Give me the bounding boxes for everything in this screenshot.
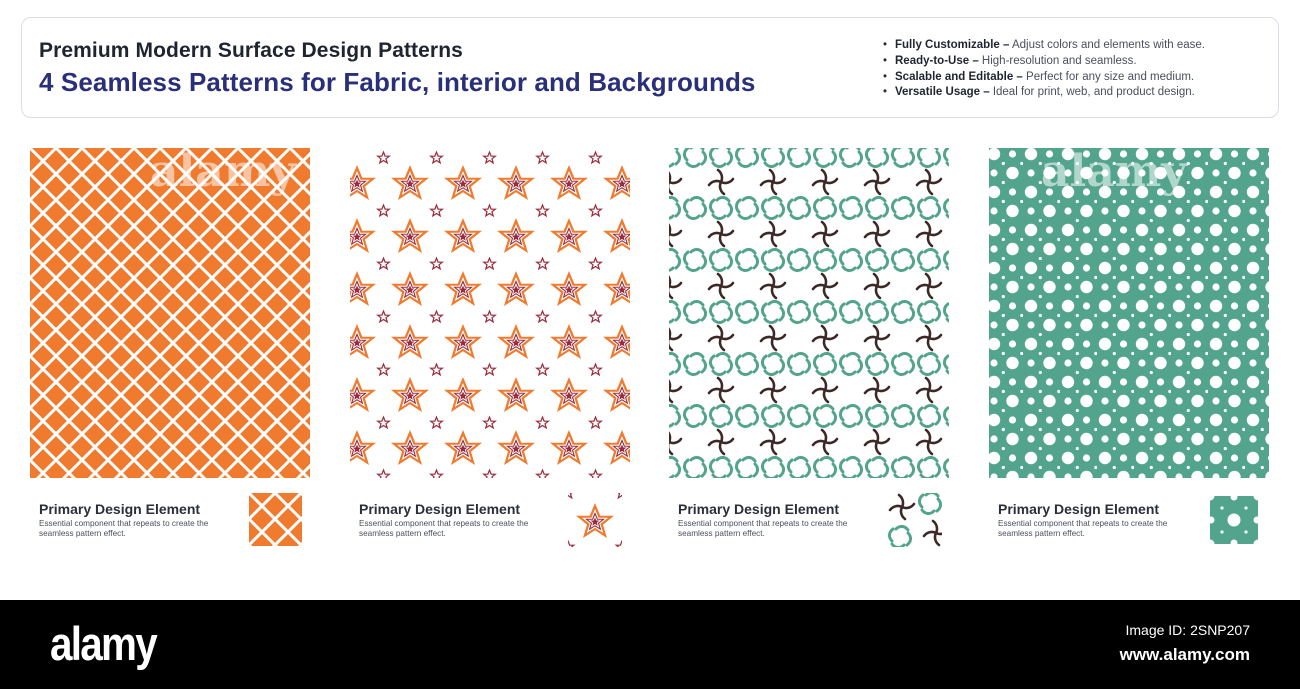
card-description: Essential component that repeats to create the seamless pattern effect. xyxy=(359,519,529,539)
feature-list xyxy=(882,38,1272,101)
image-id: Image ID: 2SNP207 xyxy=(1125,622,1250,638)
feature-label: Ready-to-Use – xyxy=(895,54,979,67)
card-title: Primary Design Element xyxy=(998,501,1160,517)
alamy-logo[interactable]: alamy xyxy=(50,617,157,670)
card-title: Primary Design Element xyxy=(678,501,840,517)
feature-text: Adjust colors and elements with ease. xyxy=(1009,39,1205,51)
stars-pattern-preview xyxy=(350,148,630,478)
card-description: Essential component that repeats to create the seamless pattern effect. xyxy=(998,519,1168,539)
lattice-pattern-preview xyxy=(30,148,310,478)
page-subtitle: 4 Seamless Patterns for Fabric, interior and Backgrounds xyxy=(39,67,756,97)
feature-label: Versatile Usage – xyxy=(895,86,990,99)
site-url[interactable]: www.alamy.com xyxy=(1119,645,1250,664)
feature-item xyxy=(882,38,1272,54)
stock-footer xyxy=(0,600,1300,689)
feature-label: Scalable and Editable – xyxy=(895,70,1023,83)
header-card xyxy=(21,17,1279,118)
card-description: Essential component that repeats to create the seamless pattern effect. xyxy=(678,519,848,539)
pattern-card-stars xyxy=(340,140,639,560)
pattern-card-lattice xyxy=(20,140,319,560)
pattern-card-dots xyxy=(979,140,1278,560)
watermark: alamy xyxy=(150,148,296,197)
feature-item xyxy=(882,70,1272,86)
watermark: alamy xyxy=(1041,148,1187,197)
feature-text: Ideal for print, web, and product design. xyxy=(989,86,1195,99)
feature-item xyxy=(882,54,1272,70)
dot-element-swatch xyxy=(1207,493,1261,547)
card-title: Primary Design Element xyxy=(39,501,201,517)
card-description: Essential component that repeats to create the seamless pattern effect. xyxy=(39,519,209,539)
page-title: Premium Modern Surface Design Patterns xyxy=(39,39,463,62)
feature-label: Fully Customizable – xyxy=(895,39,1010,51)
pinwheel-element-swatch xyxy=(888,493,942,547)
star-element-swatch xyxy=(568,493,622,547)
card-title: Primary Design Element xyxy=(359,501,521,517)
dots-pattern-preview xyxy=(989,148,1269,478)
feature-item xyxy=(882,85,1272,101)
feature-text: Perfect for any size and medium. xyxy=(1022,70,1195,83)
lattice-element-swatch xyxy=(249,493,302,546)
feature-text: High-resolution and seamless. xyxy=(978,54,1137,67)
pinwheels-pattern-preview xyxy=(669,148,949,478)
pattern-card-pinwheels xyxy=(659,140,958,560)
